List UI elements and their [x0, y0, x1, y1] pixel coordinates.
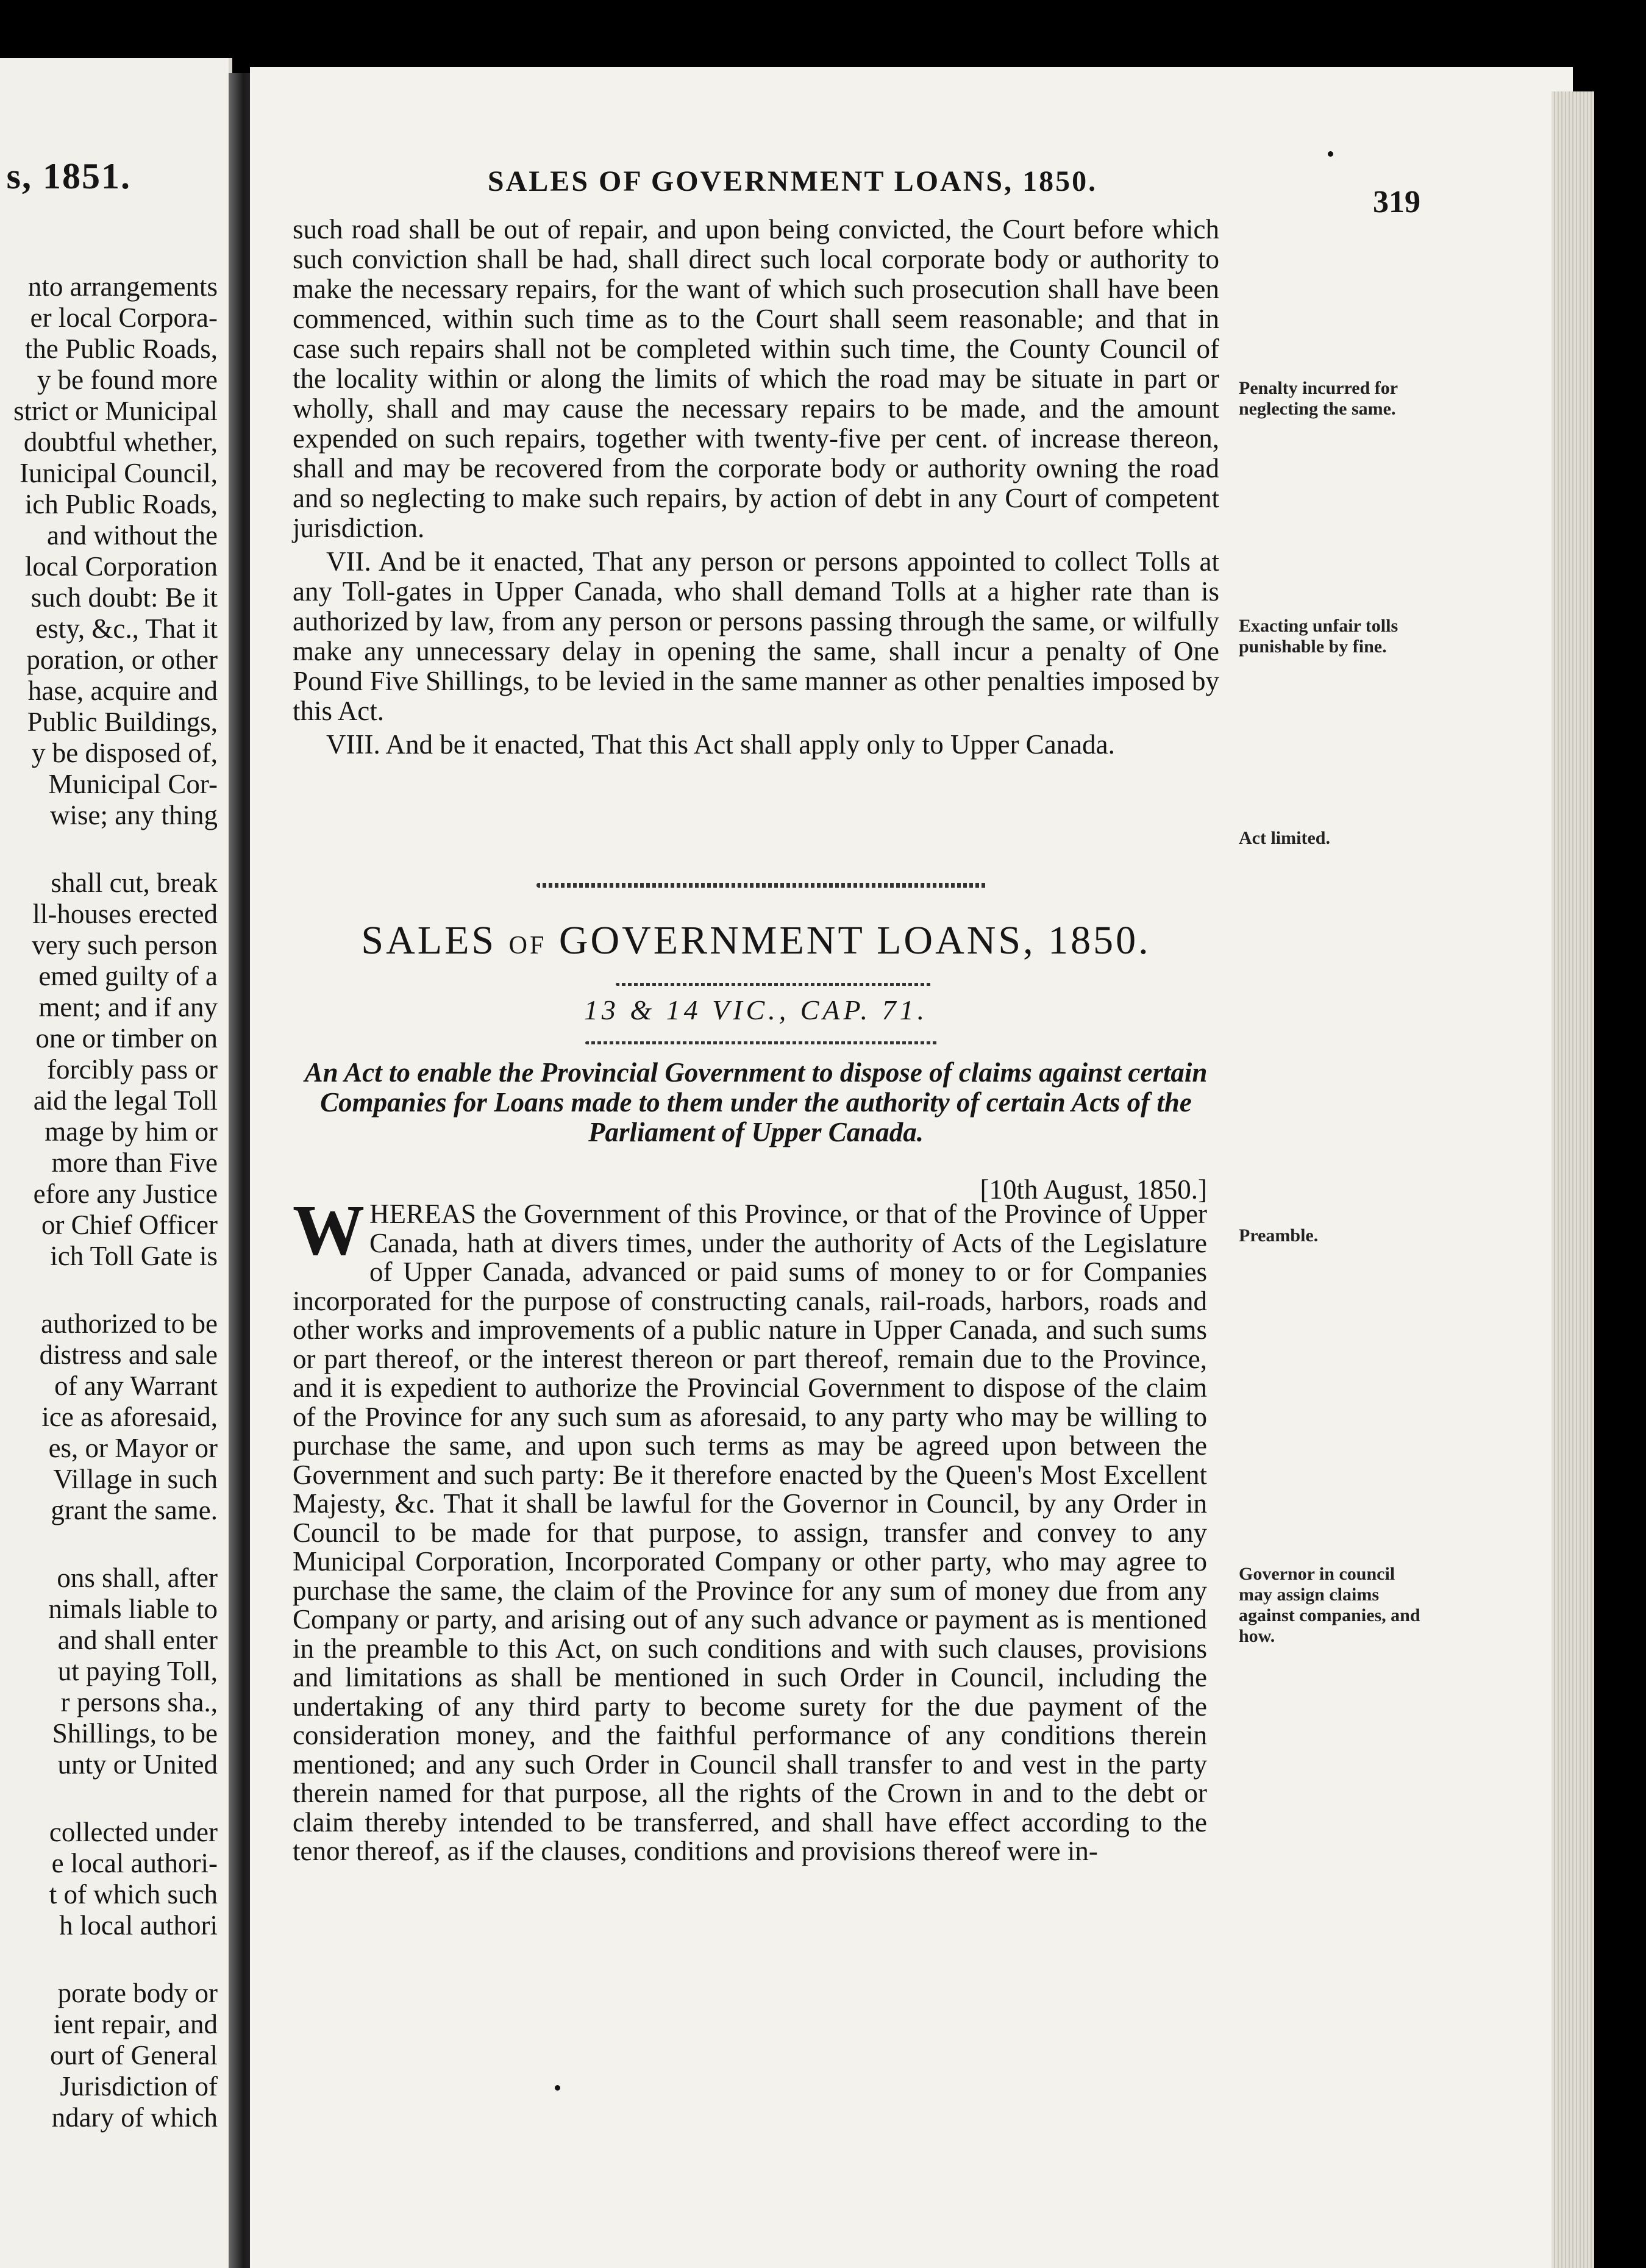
- para-vii-text: VII. And be it enacted, That any person or persons appointed to collect Tolls at any Toll-gates in Upper Canada, who shall demand Tolls at a higher rate than is authorized by law, from any person or persons passing through the same, or wilfully make any unnecessary delay in opening the same, shall incur a penalty of One Pound Five Shillings, to be levied in the same manner as other penalties imposed by this Act.: [293, 546, 1219, 726]
- chapter-rule: [585, 1041, 939, 1044]
- left-page-line: ut paying Toll,: [57, 1656, 218, 1686]
- left-page-line: y be found more: [37, 365, 218, 395]
- left-page-line: nimals liable to: [48, 1594, 218, 1624]
- left-page-line: authorized to be: [41, 1308, 218, 1339]
- left-page-line: Shillings, to be: [52, 1718, 218, 1749]
- left-page-line: es, or Mayor or: [48, 1433, 218, 1463]
- left-page-line: ons shall, after: [57, 1563, 218, 1593]
- para-viii-text: VIII. And be it enacted, That this Act shall apply only to Upper Canada.: [326, 729, 1115, 760]
- left-running-head: s, 1851.: [6, 156, 131, 196]
- left-page-line: emed guilty of a: [38, 961, 218, 991]
- page-number: 319: [1373, 185, 1420, 219]
- left-page-line: y be disposed of,: [32, 738, 218, 768]
- left-page-line: ice as aforesaid,: [41, 1402, 218, 1432]
- page-edges: [1552, 91, 1594, 2268]
- preamble-text: HEREAS the Government of this Province, or that of the Province of Upper Canada, hath at divers times, under the authority of Acts of the Legislature of Upper Canada, advanced or paid sums of money to or for Companies incorporated for the purpose of constructing canals, rail-roads, harbors, roads and other works and improvements of a public nature in Upper Canada, and such sums or part thereof, or the interest thereon or part thereof, remain due to the Province, and it is expedient to authorize the Provincial Government to dispose of the claim of the Province for any such sum as aforesaid, to any party who may be willing to purchase the same, and upon such terms as may be agreed upon between the Government and such party: Be it therefore enacted by the Queen's Most Excellent Majesty, &c. That it shall be lawful for the Governor in Council, by any Order in Council to be made for that purpose, to assign, transfer and convey to any Municipal Corporation, Incorporated Company or other party, who may agree to purchase the same, the claim of the Province for any sum of money due from any Company or party, and arising out of any such advance or payment as is mentioned in the preamble to this Act, on such conditions and with such clauses, provisions and limitations as shall be mentioned in such Order in Council, including the undertaking of any third party to become surety for the due payment of the consideration money, and the faithful performance of any conditions therein mentioned; and any such Order in Council shall transfer to and vest in the party therein named for that purpose, all the rights of the Crown in and to the debt or claim thereby intended to be transferred, and shall have effect according to the tenor thereof, as if the clauses, conditions and provisions thereof were in-: [293, 1199, 1207, 1866]
- left-page-line: er local Corpora-: [30, 302, 218, 333]
- left-page-line: aid the legal Toll: [33, 1085, 218, 1116]
- margin-note-act-limited: Act limited.: [1239, 828, 1330, 848]
- left-page-line: Iunicipal Council,: [20, 458, 218, 488]
- left-page-line: ich Public Roads,: [24, 489, 218, 519]
- left-page-line: and shall enter: [57, 1625, 218, 1655]
- assent-date: [10th August, 1850.]: [980, 1174, 1207, 1205]
- section-vi-continuation: [293, 215, 1219, 760]
- ink-speck: [555, 2085, 560, 2091]
- margin-note-governor: Governor in council may assign claims against companies, and how.: [1239, 1564, 1420, 1646]
- left-page-line: Municipal Cor-: [48, 769, 218, 799]
- left-page-line: porate body or: [57, 1978, 218, 2008]
- para-vi-text: such road shall be out of repair, and upon being convicted, the Court before which such conviction shall be had, shall direct such local corporate body or authority to make the necessary repairs, for the want of which such prosecution shall have been commenced, within such time as to the Court shall seem reasonable; and that in case such repairs shall not be completed within such time, the County Council of the locality within or along the limits of which the road may be situate in part or wholly, shall and may cause the necessary repairs to be made, and the amount expended on such repairs, together with twenty-five per cent. of increase thereon, shall and may be recovered from the corporate body or authority owning the road and so neglecting to make such repairs, by action of debt in any Court of competent jurisdiction.: [293, 214, 1219, 543]
- left-page-line: r persons sha.,: [60, 1687, 218, 1717]
- margin-note-penalty: Penalty incurred for neglecting the same.: [1239, 378, 1398, 419]
- title-rule: [616, 983, 933, 986]
- left-page-line: mage by him or: [45, 1116, 218, 1147]
- left-line-gap: [0, 1272, 218, 1308]
- left-page-line: shall cut, break: [51, 868, 218, 898]
- left-page-line: wise; any thing: [50, 800, 218, 830]
- left-page-line: or Chief Officer: [41, 1210, 218, 1240]
- left-page-line: and without the: [47, 520, 218, 551]
- preamble-block: [293, 1190, 1207, 1866]
- margin-note-preamble: Preamble.: [1239, 1225, 1319, 1246]
- left-page-line: esty, &c., That it: [35, 613, 218, 644]
- left-page-line: of any Warrant: [54, 1371, 218, 1401]
- left-line-gap: [0, 831, 218, 868]
- left-line-gap: [0, 1780, 218, 1817]
- left-page-line: collected under: [49, 1817, 218, 1847]
- chapter-citation: 13 & 14 VIC., CAP. 71.: [583, 994, 928, 1025]
- left-page-line: ourt of General: [50, 2040, 218, 2070]
- left-page-line: doubtful whether,: [23, 427, 218, 457]
- left-page-line: ient repair, and: [53, 2009, 218, 2039]
- left-page-line: hase, acquire and: [27, 676, 218, 706]
- left-page-line: local Corporation: [24, 551, 218, 582]
- left-page-line: t of which such: [49, 1879, 218, 1910]
- left-page-line: one or timber on: [35, 1023, 218, 1054]
- act-title: [293, 918, 1219, 964]
- drop-cap: W: [293, 1190, 365, 1270]
- left-page-line: poration, or other: [26, 644, 218, 675]
- act-long-title: An Act to enable the Provincial Government to dispose of claims against certain Companies for Loans made to them under the authority of certain Acts of the Parliament of Upper Canada.: [304, 1057, 1208, 1147]
- act-title-rest: GOVERNMENT LOANS, 1850.: [558, 918, 1151, 963]
- left-page-line: Public Buildings,: [27, 707, 218, 737]
- left-page-line: efore any Justice: [33, 1179, 218, 1209]
- left-page-line: nto arrangements: [27, 271, 218, 302]
- left-facing-page: [0, 58, 232, 2268]
- ink-speck: [1328, 151, 1333, 157]
- left-page-line: more than Five: [51, 1147, 218, 1178]
- left-page-line: ment; and if any: [38, 992, 218, 1022]
- left-page-line: very such person: [32, 930, 218, 960]
- left-page-line: such doubt: Be it: [30, 582, 218, 613]
- margin-note-tolls: Exacting unfair tolls punishable by fine.: [1239, 616, 1398, 657]
- left-page-line: ll-houses erected: [32, 899, 218, 929]
- left-line-gap: [0, 1941, 218, 1978]
- section-divider: [536, 883, 988, 888]
- left-page-line: forcibly pass or: [47, 1054, 218, 1085]
- left-page-text: [0, 271, 218, 2133]
- left-page-line: strict or Municipal: [13, 396, 218, 426]
- left-page-line: ndary of which: [51, 2102, 218, 2133]
- left-page-line: h local authori: [59, 1910, 218, 1941]
- left-line-gap: [0, 1526, 218, 1563]
- left-page-line: the Public Roads,: [24, 333, 218, 364]
- act-title-of: OF: [508, 932, 547, 960]
- running-head: SALES OF GOVERNMENT LOANS, 1850.: [487, 165, 1098, 198]
- left-page-line: e local authori-: [51, 1848, 218, 1878]
- left-page-line: grant the same.: [51, 1495, 218, 1525]
- left-page-line: distress and sale: [39, 1339, 218, 1370]
- act-title-sales: SALES: [361, 918, 497, 963]
- left-page-line: unty or United: [57, 1749, 218, 1780]
- left-page-line: Village in such: [53, 1464, 218, 1494]
- left-page-line: ich Toll Gate is: [50, 1241, 218, 1271]
- left-page-line: Jurisdiction of: [60, 2071, 218, 2102]
